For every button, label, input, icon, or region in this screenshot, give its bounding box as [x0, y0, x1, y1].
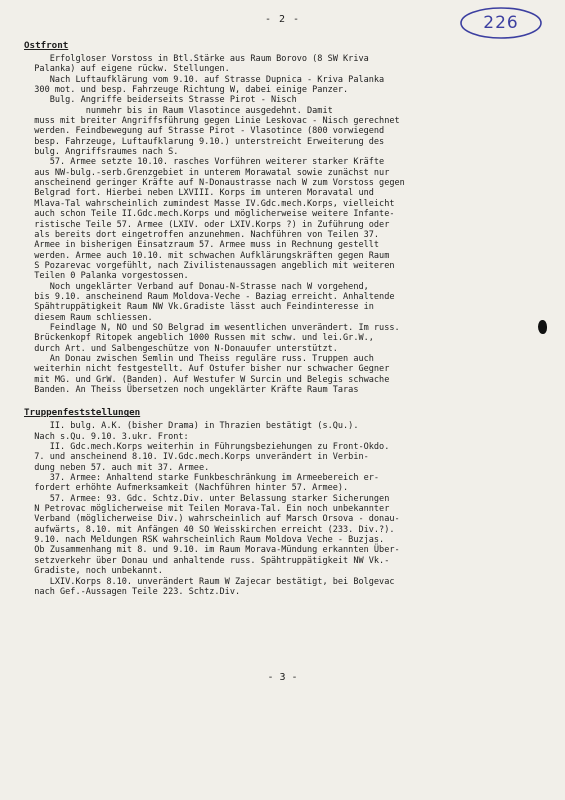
stamp-number: 226	[483, 13, 519, 33]
text-line: anscheinend geringer Kräfte auf N-Donaustrasse nach W zum Vorstoss gegen	[24, 178, 405, 189]
text-line: 9.10. nach Meldungen RSK wahrscheinlich Raum Moldova Veche - Buzjas.	[24, 535, 385, 546]
archive-number-stamp	[459, 6, 543, 40]
text-line: N Petrovac möglicherweise mit Teilen Morava-Tal. Ein noch unbekannter	[24, 504, 390, 515]
text-line: Verband (möglicherweise Div.) wahrscheinlich auf Marsch Orsova - donau-	[24, 514, 400, 525]
text-line: Noch ungeklärter Verband auf Donau-N-Strasse nach W vorgehend,	[24, 281, 369, 292]
text-line: Nach s.Qu. 9.10. 3.ukr. Front:	[24, 431, 189, 442]
text-line: Spähtruppätigkeit Raum NW Vk.Gradiste lässt auch Feindinteresse in	[24, 302, 374, 313]
paragraph	[24, 54, 546, 75]
text-line: 57. Armee setzte 10.10. rasches Vorführen weiterer starker Kräfte	[24, 157, 385, 168]
text-line: Nach Luftaufklärung vom 9.10. auf Strasse Dupnica - Kriva Palanka	[24, 74, 385, 85]
text-line: Armee in bisherigen Einsatzraum 57. Armee muss in Rechnung gestellt	[24, 240, 380, 251]
text-line: bis 9.10. anscheinend Raum Moldova-Veche - Baziag erreicht. Anhaltende	[24, 291, 395, 302]
text-line: Palanka) auf eigene rückw. Stellungen.	[24, 64, 230, 75]
section-heading: Truppenfeststellungen	[24, 407, 141, 419]
text-line: An Donau zwischen Semlin und Theiss reguläre russ. Truppen auch	[24, 353, 374, 364]
paragraph	[24, 157, 546, 281]
text-line: Gradiste, noch unbekannt.	[24, 566, 163, 577]
text-line: auch schon Teile II.Gdc.mech.Korps und möglicherweise weitere Infante-	[24, 209, 395, 220]
text-line: S Pozarevac vorgefühlt, nach Zivilistenaussagen angeblich mit weiteren	[24, 260, 395, 271]
text-line: aufwärts, 8.10. mit Anfängen 40 SO Weisskirchen erreicht (233. Div.?).	[24, 524, 395, 535]
text-line: werden. Armee auch 10.10. mit schwachen Aufklärungskräften gegen Raum	[24, 250, 390, 261]
paragraph	[24, 282, 546, 323]
text-line: weiterhin nicht festgestellt. Auf Ostufer bisher nur schwacher Gegner	[24, 364, 390, 375]
text-line: II. bulg. A.K. (bisher Drama) in Thrazien bestätigt (s.Qu.).	[24, 421, 359, 432]
text-line: LXIV.Korps 8.10. unverändert Raum W Zajecar bestätigt, bei Bolgevac	[24, 576, 395, 587]
paragraph	[24, 354, 546, 395]
text-line: nach Gef.-Aussagen Teile 223. Schtz.Div.	[24, 586, 241, 597]
text-line: 57. Armee: 93. Gdc. Schtz.Div. unter Belassung starker Sicherungen	[24, 493, 390, 504]
text-line: mit MG. und GrW. (Banden). Auf Westufer W Surcin und Belegis schwache	[24, 374, 390, 385]
text-line: bulg. Angriffsraumes nach S.	[24, 147, 179, 158]
paragraph	[24, 577, 546, 598]
text-line: muss mit breiter Angriffsführung gegen Linie Leskovac - Nisch gerechnet	[24, 116, 400, 127]
text-line: diesem Raum schliessen.	[24, 312, 153, 323]
text-line: aus NW-bulg.-serb.Grenzgebiet in unterem Morawatal sowie zunächst nur	[24, 167, 390, 178]
text-line: ristische Teile 57. Armee (LXIV. oder LXIV.Korps ?) in Zuführung oder	[24, 219, 390, 230]
page-number: - 2 -	[264, 14, 301, 25]
text-line: Teilen 0 Palanka vorgestossen.	[24, 271, 189, 282]
text-line: als bereits dort eingetroffen anzunehmen. Nachführen von Teilen 37.	[24, 229, 380, 240]
paragraph	[24, 494, 546, 577]
text-line: durch Art. und Salbengeschütze von N-Donauufer unterstützt.	[24, 343, 338, 354]
document-body	[24, 40, 546, 597]
paragraph	[24, 473, 546, 494]
paragraph	[24, 75, 546, 158]
text-line: nunmehr bis in Raum Vlasotince ausgedehnt. Damit	[24, 105, 333, 116]
ink-blot-mark	[538, 320, 547, 334]
page-footer: - 3 -	[267, 672, 298, 683]
text-line: fordert erhöhte Aufmerksamkeit (Nachführen hinter 57. Armee).	[24, 483, 349, 494]
paragraph	[24, 421, 546, 473]
section-gap	[24, 395, 546, 407]
section	[24, 407, 546, 597]
text-line: 300 mot. und besp. Fahrzeuge Richtung W, dabei einige Panzer.	[24, 85, 349, 96]
text-line: setzverkehr über Donau und anhaltende russ. Spähtruppätigkeit NW Vk.-	[24, 555, 390, 566]
text-line: Ob Zusammenhang mit 8. und 9.10. im Raum Morava-Mündung erkannten Über-	[24, 545, 400, 556]
text-line: dung neben 57. auch mit 37. Armee.	[24, 462, 210, 473]
text-line: 37. Armee: Anhaltend starke Funkbeschränkung im Armeebereich er-	[24, 473, 380, 484]
text-line: Erfolgloser Vorstoss in Btl.Stärke aus Raum Borovo (8 SW Kriva	[24, 54, 369, 64]
text-line: Feindlage N, NO und SO Belgrad im wesentlichen unverändert. Im russ.	[24, 322, 400, 333]
text-line: Belgrad fort. Hierbei neben LXVIII. Korps im unteren Moravatal und	[24, 188, 374, 199]
text-line: Banden. An Theiss Übersetzen noch ungeklärter Kräfte Raum Taras	[24, 385, 359, 395]
section	[24, 40, 546, 395]
text-line: werden. Feindbewegung auf Strasse Pirot - Vlasotince (800 vorwiegend	[24, 126, 385, 137]
text-line: besp. Fahrzeuge, Luftaufklarung 9.10.) unterstreicht Erweiterung des	[24, 136, 385, 147]
section-heading: Ostfront	[24, 40, 69, 51]
text-line: 7. und anscheinend 8.10. IV.Gdc.mech.Korps unverändert in Verbin-	[24, 452, 369, 463]
text-line: II. Gdc.mech.Korps weiterhin in Führungsbeziehungen zu Front-Okdo.	[24, 442, 390, 453]
paragraph	[24, 323, 546, 354]
text-line: Mlava-Tal wahrscheinlich zumindest Masse IV.Gdc.mech.Korps, vielleicht	[24, 198, 395, 209]
text-line: Bulg. Angriffe beiderseits Strasse Pirot - Nisch	[24, 95, 297, 106]
text-line: Brückenkopf Ritopek angeblich 1000 Russen mit schw. und lei.Gr.W.,	[24, 333, 374, 344]
